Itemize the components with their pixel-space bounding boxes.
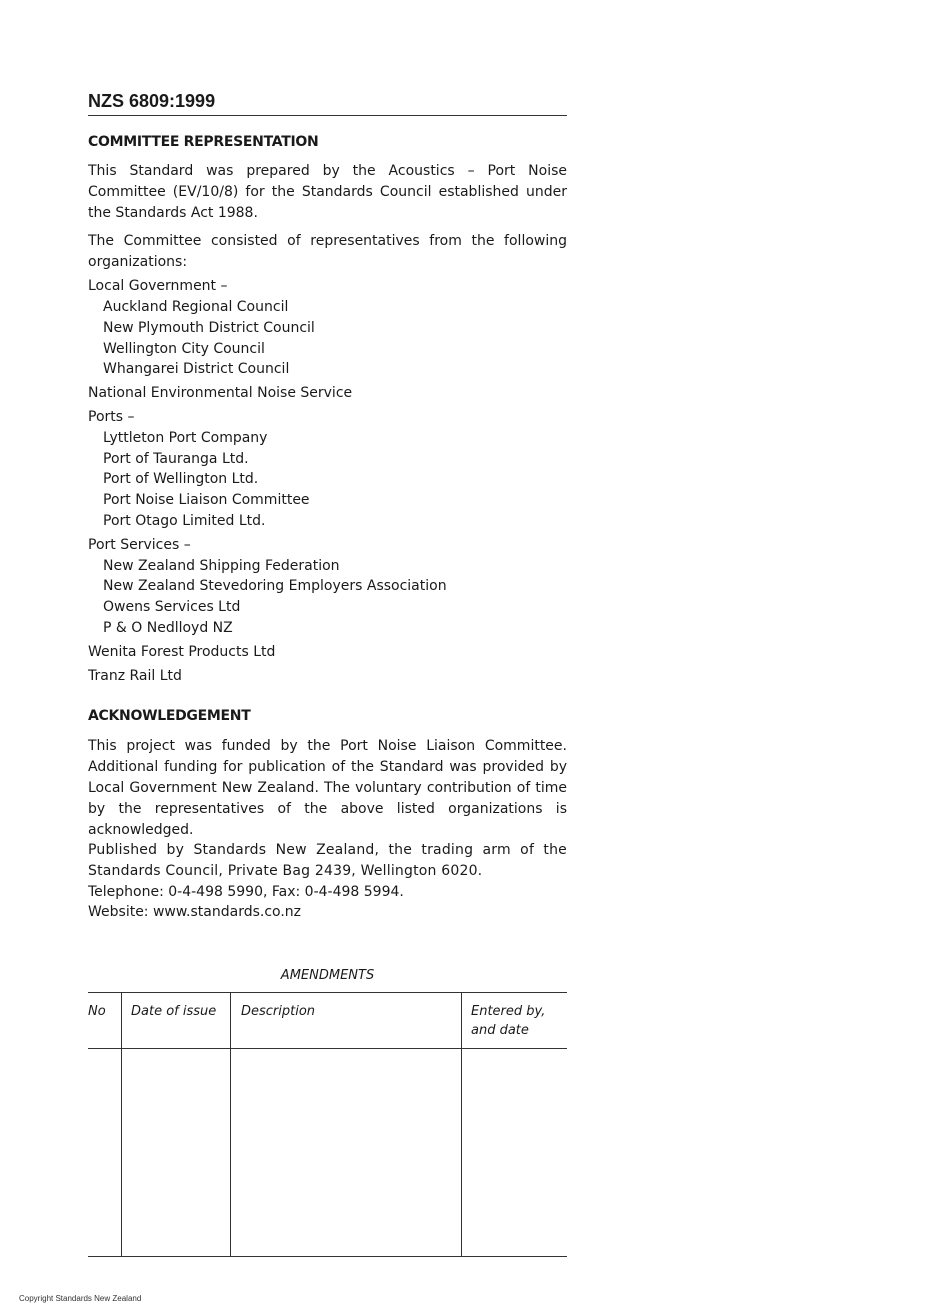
list-item: Port Noise Liaison Committee — [103, 492, 310, 508]
list-item: New Zealand Shipping Federation — [103, 558, 340, 574]
table-column-divider — [230, 992, 231, 1256]
publisher-info: Published by Standards New Zealand, the trading arm of the Standards Council, Private Bag 2439, Wellington 6020. — [88, 842, 567, 879]
committee-intro: This Standard was prepared by the Acoustics – Port Noise Committee (EV/10/8) for the Standards Council established under the Standards Act 1988. — [88, 163, 567, 221]
tranz-rail: Tranz Rail Ltd — [88, 668, 182, 684]
list-item: Whangarei District Council — [103, 361, 290, 377]
local-government-label: Local Government – — [88, 278, 228, 294]
acknowledgement-body: This project was funded by the Port Noise Liaison Committee. Additional funding for publication of the Standard was provided by Local Government New Zealand. The voluntary contribution of time by the representatives of the above listed organizations is acknowledged. — [88, 738, 567, 838]
header-rule — [88, 115, 567, 116]
port-services-label: Port Services – — [88, 537, 191, 553]
national-noise-service: National Environmental Noise Service — [88, 385, 353, 401]
table-column-divider — [121, 992, 122, 1256]
list-item: Lyttleton Port Company — [103, 430, 268, 446]
amendments-title: AMENDMENTS — [280, 968, 375, 983]
wenita-forest: Wenita Forest Products Ltd — [88, 644, 276, 660]
list-item: Owens Services Ltd — [103, 599, 241, 615]
table-top-rule — [88, 992, 567, 993]
column-header-date: Date of issue — [131, 1004, 217, 1019]
list-item: Port of Tauranga Ltd. — [103, 451, 249, 467]
copyright-footer: Copyright Standards New Zealand — [19, 1294, 142, 1303]
column-header-entered: Entered by, and date — [471, 1004, 546, 1038]
column-header-no: No — [88, 1004, 106, 1019]
list-item: P & O Nedlloyd NZ — [103, 620, 233, 636]
list-item: Wellington City Council — [103, 341, 265, 357]
publisher-phone: Telephone: 0-4-498 5990, Fax: 0-4-498 5994. — [88, 884, 404, 900]
table-header-rule — [88, 1048, 567, 1049]
committee-consisted: The Committee consisted of representatives from the following organizations: — [88, 233, 567, 270]
table-bottom-rule — [88, 1256, 567, 1257]
document-id: NZS 6809:1999 — [88, 91, 216, 111]
table-column-divider — [461, 992, 462, 1256]
ports-label: Ports – — [88, 409, 135, 425]
list-item: Auckland Regional Council — [103, 299, 289, 315]
list-item: Port Otago Limited Ltd. — [103, 513, 266, 529]
list-item: New Zealand Stevedoring Employers Association — [103, 578, 447, 594]
list-item: New Plymouth District Council — [103, 320, 315, 336]
publisher-website: Website: www.standards.co.nz — [88, 904, 302, 920]
acknowledgement-heading: ACKNOWLEDGEMENT — [88, 708, 251, 724]
column-header-description: Description — [241, 1004, 316, 1019]
committee-heading: COMMITTEE REPRESENTATION — [88, 134, 319, 150]
list-item: Port of Wellington Ltd. — [103, 471, 259, 487]
